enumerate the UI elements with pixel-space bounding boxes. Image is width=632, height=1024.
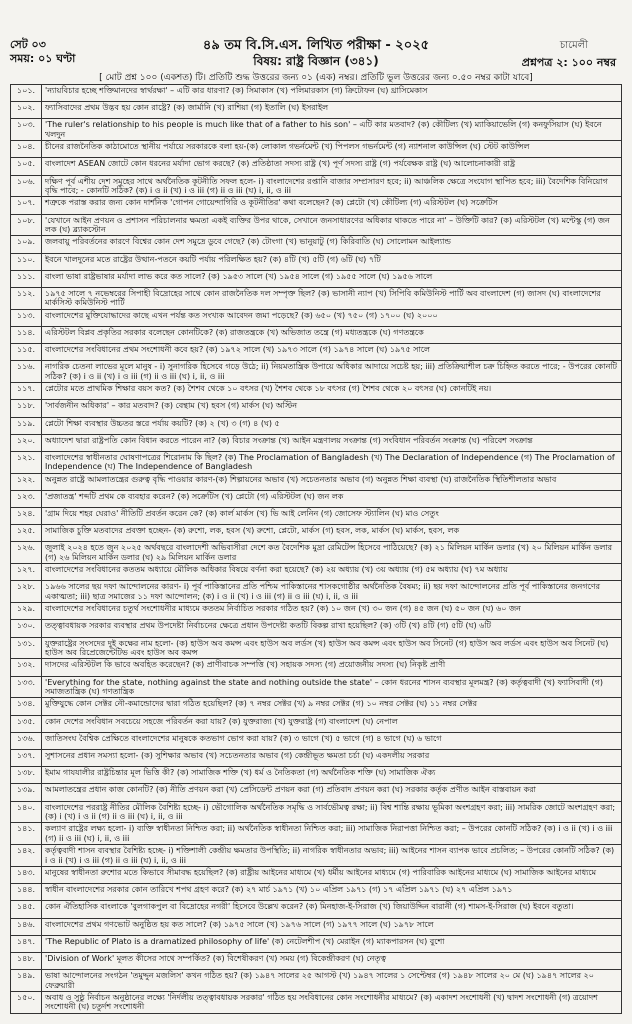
question-number: ১২৮. <box>11 581 42 603</box>
exam-subject: বিষয়: রাষ্ট্র বিজ্ঞান (৩৪১) <box>253 54 379 68</box>
question-row <box>11 102 622 119</box>
question-number: ১৪০. <box>11 801 42 823</box>
question-row <box>11 236 622 253</box>
question-text: শত্রুকে পরাস্ত করার জন্য কোন দার্শনিক 'গোপন গোয়েন্দাগিরি ও কূটনীতির' কথা বলেছেন? (ক) প্লেটো (খ) কৌটিল্য (গ) এরিস্টটল (ঘ) সক্রেটিস <box>42 197 622 214</box>
question-row <box>11 823 622 845</box>
question-text: জলবায়ু পরিবর্তনের কারণে বিশ্বের কোন দেশ সমুদ্রে ডুবে গেছে? (ক) টোংগা (খ) ভানুয়াটু (গ) কিরিবাতি (ঘ) সোলোমন আইল্যান্ড <box>42 236 622 253</box>
question-number: ১৩০. <box>11 620 42 637</box>
question-number: ১০৩. <box>11 119 42 141</box>
question-row <box>11 287 622 309</box>
question-number: ১১৮. <box>11 400 42 417</box>
question-row <box>11 400 622 417</box>
question-number: ১৪৭. <box>11 935 42 952</box>
question-number: ১১৯. <box>11 417 42 434</box>
question-row <box>11 542 622 564</box>
question-number: ১০৮. <box>11 214 42 236</box>
question-text: কল্যাণ রাষ্ট্রের লক্ষ্য হলো- i) ব্যক্তি স্বাধীনতা নিশ্চিত করা; ii) অর্থনৈতিক স্বাধীনতা নিশ্চিত করা; iii) সামাজিক নিরাপত্তা নিশ্চিত করা; – উপরের কোনটি সঠিক? (ক) i ও ii (খ) i ও iii (গ) ii ও iii (ঘ) i, ii, ও iii <box>42 823 622 845</box>
question-number: ১৪৯. <box>11 970 42 992</box>
set-number: সেট ০৩ <box>10 38 46 51</box>
question-row <box>11 175 622 197</box>
question-text: মানুষের স্বাধীনতা রুশোর মতে কিভাবে সীমাবদ্ধ হয়েছিল? (ক) রাষ্ট্রীয় আইনের মাধ্যমে (খ) ধর্মীয় আইনের মাধ্যমে (গ) পারিবারিক আইনের মাধ্যমে (ঘ) সামাজিক আইনের মাধ্যমে <box>42 867 622 884</box>
question-text: বাংলাদেশের মুক্তিযোদ্ধাদের কাছে এখন পর্যন্ত কত সংখ্যক আবেদন জমা পড়েছে? (ক) ৬৫০ (খ) ৭৫০ (গ) ১৭০০ (ঘ) ২০০০ <box>42 309 622 326</box>
question-text: মুক্তিযুদ্ধে কোন সেক্টর নৌ-কমান্ডোদের দ্বারা গঠিত হয়েছিল? (ক) ৭ নম্বর সেক্টর (খ) ৯ নম্বর সেক্টর (গ) ১০ নম্বর সেক্টর (ঘ) ১১ নম্বর সেক্টর <box>42 698 622 715</box>
question-text: কোন দেশের সংবিধান সবচেয়ে সহজে পরিবর্তন করা যায়? (ক) যুক্তরাজ্য (খ) যুক্তরাষ্ট্র (গ) বাংলাদেশ (ঘ) নেপাল <box>42 715 622 732</box>
question-number: ১০৬. <box>11 175 42 197</box>
question-row <box>11 214 622 236</box>
instructions-note: [ মোট প্রশ্ন ১০০ (একশত) টি। প্রতিটি শুদ্ধ উত্তরের জন্য ০১ (এক) নম্বর। প্রতিটি ভুল উত্তরের জন্য ০.৫০ নম্বর কাটা যাবে] <box>99 73 533 83</box>
question-number: ১৩৬. <box>11 732 42 749</box>
question-row <box>11 508 622 525</box>
question-row <box>11 659 622 676</box>
question-number: ১২৫. <box>11 525 42 542</box>
exam-title: ৪৯ তম বি.সি.এস. লিখিত পরীক্ষা - ২০২৫ <box>202 38 430 53</box>
question-number: ১৩৪. <box>11 698 42 715</box>
question-number: ১৪৮. <box>11 952 42 969</box>
question-number: ১২৬. <box>11 542 42 564</box>
question-row <box>11 801 622 823</box>
question-row <box>11 676 622 698</box>
question-text: দক্ষিণ পূর্ব এশীয় দেশ সমূহের সাথে অর্থনৈতিক কূটনীতি সফল হলে- i) বাংলাদেশের রপ্তানি বাজার সম্প্রসারণ হবে; ii) আঞ্চলিক ক্ষেত্রে সংযোগ স্থাপিত হবে; iii) বৈদেশিক বিনিয়োগ বৃদ্ধি পাবে; - কোনটি সঠিক? (ক) i ও ii (খ) i ও iii (গ) ii ও iii (ঘ) i, ii, ও iii <box>42 175 622 197</box>
question-number: ১১৩. <box>11 309 42 326</box>
question-text: 'সার্বজনীন অধিকার' – কার মতবাদ? (ক) বেন্থাম (খ) হবস (গ) মার্কস (ঘ) অস্টিন <box>42 400 622 417</box>
question-number: ১৪২. <box>11 845 42 867</box>
question-text: জুলাই ২০২৪ হতে জুন ২০২৫ অর্থবছরে বাংলাদেশী অভিবাসীরা দেশে কত বৈদেশিক মুদ্রা রেমিটেন্স হিসেবে পাঠিয়েছে? (ক) ২১ মিলিয়ন মার্কিন ডলার (খ) ২০ মিলিয়ন মার্কিন ডলার (গ) ২৬ মিলিয়ন মার্কিন ডলার (ঘ) ২৯ মিলিয়ন মার্কিন ডলার <box>42 542 622 564</box>
question-row <box>11 767 622 784</box>
question-text: ১৯৬৬ সালের ছয় দফা আন্দোলনের কারণ- i) পূর্ব পাকিস্তানের প্রতি পশ্চিম পাকিস্তানের শাসকগোষ্ঠীর অর্থনৈতিক বৈষম্য; ii) ছয় দফা আন্দোলনের প্রতি পূর্ব পাকিস্তানের জনগণের একাত্মতা; iii) ছাত্র সমাজের ১১ দফা আন্দোলন; (ক) i ও ii (খ) i ও iii (গ) ii ও iii (ঘ) i, ii, ও iii <box>42 581 622 603</box>
question-text: বাংলা ভাষা রাষ্ট্রভাষার মর্যাদা লাভ করে কত সালে? (ক) ১৯৫৩ সালে (খ) ১৯৫৪ সালে (গ) ১৯৫৫ সালে (ঘ) ১৯৫৬ সালে <box>42 270 622 287</box>
question-text: যুক্তরাষ্ট্রের সংসদের দুই কক্ষের নাম হলো- (ক) হাউস অব কমন্স এবং হাউস অব লর্ডস (খ) হাউস অব কমন্স এবং হাউস অব সিনেট (গ) হাউস অব লর্ডস এবং হাউস অব সিনেট (ঘ) হাউস অব রিপ্রেজেন্টেটিভ এবং হাউস অব কমন্স <box>42 637 622 659</box>
question-text: ইবনে খালদুনের মতে রাষ্ট্রের উত্থান-পতনে কয়টি পর্যায় পরিলক্ষিত হয়? (ক) ৪টি (খ) ৫টি (গ) ৬টি (ঘ) ৭টি <box>42 253 622 270</box>
question-number: ১২৯. <box>11 603 42 620</box>
question-row <box>11 141 622 158</box>
question-number: ১৩৩. <box>11 676 42 698</box>
question-row <box>11 326 622 343</box>
question-row <box>11 715 622 732</box>
question-number: ১৪১. <box>11 823 42 845</box>
question-number: ১১৫. <box>11 344 42 361</box>
question-number: ১২৪. <box>11 508 42 525</box>
question-row <box>11 85 622 102</box>
question-row <box>11 344 622 361</box>
question-number: ১৪৫. <box>11 901 42 918</box>
question-row <box>11 750 622 767</box>
question-row <box>11 918 622 935</box>
question-number: ১০৪. <box>11 141 42 158</box>
question-number: ১৫০. <box>11 991 42 1013</box>
question-row <box>11 490 622 507</box>
question-text: 'প্রজাতন্ত্র' শব্দটি প্রথম কে ব্যবহার করেন? (ক) সক্রেটিস (খ) প্লেটো (গ) এরিস্টটল (ঘ) জন লক <box>42 490 622 507</box>
question-text: সামাজিক চুক্তি মতবাদের প্রবক্তা হচ্ছেন- (ক) রুশো, লক, হবস (খ) রুশো, প্লেটো, মার্কস (গ) হবস, লক, মার্কস (ঘ) মার্কস, হবস, লক <box>42 525 622 542</box>
exam-time: সময়: ০১ ঘণ্টা <box>10 52 76 65</box>
question-number: ১১০. <box>11 253 42 270</box>
question-text: প্লেটোর মতে প্রাথমিক শিক্ষার বয়স কত? (ক) শৈশব থেকে ১০ বৎসর (খ) শৈশব থেকে ১৮ বৎসর (গ) শৈশব থেকে ২০ বৎসর (ঘ) কোনটিই নয়। <box>42 383 622 400</box>
question-number: ১১২. <box>11 287 42 309</box>
question-text: বাংলাদেশের সংবিধানের চতুর্থ সংশোধনীর মাধ্যমে কততম নির্বাচিত সরকার গঠিত হয়? (ক) ১০ জন (খ) ৩০ জন (গ) ৪৫ জন (ঘ) ৫০ জন (ঘ) ৬০ জন <box>42 603 622 620</box>
question-row <box>11 451 622 473</box>
question-table <box>10 84 622 1014</box>
question-number: ১১৪. <box>11 326 42 343</box>
question-text: বাংলাদেশের প্রথম গণভোট অনুষ্ঠিত হয় কত সালে? (ক) ১৯৭৫ সালে (খ) ১৯৭৬ সালে (গ) ১৯৭৭ সালে (ঘ) ১৯৭৮ সালে <box>42 918 622 935</box>
question-text: বাংলাদেশের সংবিধানের কততম অধ্যায়ে মৌলিক অধিকার বিষয়ে বর্ণনা করা হয়েছে? (ক) ২য় অধ্যায় (খ) ৩য় অধ্যায় (গ) ৫ম অধ্যায় (ঘ) ৭ম অধ্যায় <box>42 564 622 581</box>
question-number: ১৪৩. <box>11 867 42 884</box>
question-row <box>11 119 622 141</box>
question-row <box>11 361 622 383</box>
question-number: ১১৬. <box>11 361 42 383</box>
question-row <box>11 270 622 287</box>
question-number: ১২৭. <box>11 564 42 581</box>
question-text: ভাষা আন্দোলনের সংগঠন 'তমুদ্দুন মজলিস' কখন গঠিত হয়? (ক) ১৯৪৭ সালের ২৫ আগস্ট (খ) ১৯৪৭ সালের ১ সেপ্টেম্বর (গ) ১৯৪৮ সালের ২০ মে (ঘ) ১৯৪৭ সালের ২০ ফেব্রুয়ারী <box>42 970 622 992</box>
question-text: প্লেটো শিক্ষা ব্যবস্থার উচ্চতর স্তরে পর্যায় কয়টি? (ক) ২ (খ) ৩ (গ) ৪ (ঘ) ৫ <box>42 417 622 434</box>
question-text: দাসদের এরিস্টটল কি ভাবে অবহিত করেছেন? (ক) প্রাণীবাচক সম্পত্তি (খ) সহায়ক সদস্য (গ) প্রয়োজনীয় সদস্য (ঘ) নিকৃষ্ট প্রাণী <box>42 659 622 676</box>
question-text: 'Division of Work' মূলত কীসের সাথে সম্পর্কিত? (ক) বিশেষীকরণ (খ) সময় (গ) বিকেন্দ্রীকরণ (ঘ) নেতৃত্ব <box>42 952 622 969</box>
question-text: ইমাম গাযযালীর রাষ্ট্রচিন্তার মূল ভিত্তি কী? (ক) সামাজিক শক্তি (খ) ধর্ম ও নৈতিকতা (গ) অর্থনৈতিক শক্তি (ঘ) সামাজিক ঐক্য <box>42 767 622 784</box>
question-number: ১২৩. <box>11 490 42 507</box>
question-row <box>11 564 622 581</box>
question-text: অনুন্নত রাষ্ট্রে আমলাতন্ত্রের গুরুত্ব বৃদ্ধি পাওয়ার কারণ-(ক) শিল্পায়নের অভাব (খ) সচেতনতার অভাব (গ) অনুন্নত শিক্ষা ব্যবস্থা (ঘ) রাজনৈতিক স্থিতিশীলতার অভাব <box>42 473 622 490</box>
question-number: ১৪৬. <box>11 918 42 935</box>
question-text: 'ন্যায়বিচার হচ্ছে শক্তিমানদের স্বার্থরক্ষা' – এটি কার ধারণা? (ক) সিমাকাস (খ) পলিমারকাস (গ) ক্রিটোফন (ঘ) থ্রাসিমেকাস <box>42 85 622 102</box>
question-row <box>11 197 622 214</box>
question-text: বাংলাদেশের স্বাধীনতার ঘোষণাপত্রের শিরোনাম কি ছিল? (ক) The Proclamation of Bangladesh (খ) The Declaration of Independence (গ) The Proclamation of Independence (ঘ) The Independence of Bangladesh <box>42 451 622 473</box>
question-number: ১২০. <box>11 434 42 451</box>
question-row <box>11 581 622 603</box>
question-text: চীনের রাজনৈতিক কাঠামোতে স্থানীয় পর্যায়ে সরকারকে বলা হয়-(ক) লোকাল গভর্নমেন্ট (খ) পিপলস গভর্নমেন্ট (গ) ন্যাশনাল কাউন্সিল (ঘ) স্টেট কাউন্সিল <box>42 141 622 158</box>
question-text: অবাধ ও সুষ্ঠু নির্বাচন অনুষ্ঠানের লক্ষ্যে 'নির্দলীয় তত্ত্বাবধায়ক সরকার' গঠিত হয় সংবিধানের কোন সংশোধনীর মাধ্যমে? (ক) একাদশ সংশোধনী (খ) দ্বাদশ সংশোধনী (গ) ত্রয়োদশ সংশোধনী (ঘ) চতুর্দশ সংশোধনী <box>42 991 622 1013</box>
question-row <box>11 620 622 637</box>
question-number: ১০৯. <box>11 236 42 253</box>
question-text: 'গ্রাম দিয়ে শহর ঘেরাও' নীতিটি প্রবর্তন করেন কে? (ক) কার্ল মার্কস (খ) ভি আই লেনিন (গ) জোসেফ স্ট্যালিন (ঘ) মাও সেতুং <box>42 508 622 525</box>
question-row <box>11 525 622 542</box>
question-number: ১২২. <box>11 473 42 490</box>
question-row <box>11 309 622 326</box>
question-row <box>11 383 622 400</box>
question-text: ১৯৭৫ সালে ৭ নভেম্বরের সিপাহী বিদ্রোহের সাথে কোন রাজনৈতিক দল সম্পৃক্ত ছিল? (ক) ভাসানী ন্যাপ (খ) সিপিবি কমিউনিস্ট পার্টি অব বাংলাদেশ (গ) জাসদ (ঘ) বাংলাদেশের মার্কসিস্ট কমিউনিস্ট পার্টি <box>42 287 622 309</box>
question-number: ১০১. <box>11 85 42 102</box>
question-text: স্বাধীন বাংলাদেশের সরকার কোন তারিখে শপথ গ্রহণ করে? (ক) ২৭ মার্চ ১৯৭১ (খ) ১০ এপ্রিল ১৯৭১ (গ) ১৭ এপ্রিল ১৯৭১ (ঘ) ২৭ এপ্রিল ১৯৭১ <box>42 884 622 901</box>
question-text: সুশাসনের প্রধান সমস্যা হলো- (ক) সুশিক্ষার অভাব (খ) সচেতনতার অভাব (গ) কেন্দ্রীভূত ক্ষমতা চর্চা (ঘ) একদলীয় সরকার <box>42 750 622 767</box>
question-row <box>11 158 622 175</box>
question-text: 'যেখানে আইন প্রণয়ন ও প্রশাসন পরিচালনার ক্ষমতা একই ব্যক্তির উপর থাকে, সেখানে জনসাধারণের অধিকার থাকতে পারে না' – উক্তিটি কার? (ক) এরিস্টটল (খ) মন্টেস্কু (গ) জন লক (ঘ) ব্ল্যাকস্টোন <box>42 214 622 236</box>
question-text: ফ্যাসিবাদের প্রথম উদ্ভব হয় কোন রাষ্ট্রে? (ক) জার্মানি (খ) রাশিয়া (গ) ইতালি (ঘ) ইসরাইল <box>42 102 622 119</box>
question-text: বাংলাদেশের সংবিধানের প্রথম সংশোধনী কবে হয়? (ক) ১৯৭২ সালে (খ) ১৯৭৩ সালে (গ) ১৯৭৪ সালে (ঘ) ১৯৭৫ সালে <box>42 344 622 361</box>
question-row <box>11 970 622 992</box>
question-number: ১০৫. <box>11 158 42 175</box>
question-text: জাতিসংঘ বৈশ্বিক প্রেক্ষিতে বাংলাদেশের মানুষকে কতভাগ ভোগ করা যায়? (ক) ৩ ভাগে (খ) ৫ ভাগে (গ) ৪ ভাগে (ঘ) ৬ ভাগে <box>42 732 622 749</box>
question-list <box>11 85 622 1014</box>
question-row <box>11 784 622 801</box>
question-number: ১১১. <box>11 270 42 287</box>
question-number: ১৩৮. <box>11 767 42 784</box>
question-row <box>11 845 622 867</box>
question-number: ১০২. <box>11 102 42 119</box>
question-number: ১৪৪. <box>11 884 42 901</box>
question-row <box>11 732 622 749</box>
question-number: ১৩২. <box>11 659 42 676</box>
question-row <box>11 952 622 969</box>
question-text: আমলাতন্ত্রের প্রধান কাজ কোনটি? (ক) নীতি প্রণয়ন করা (খ) প্রেসিডেন্ট প্রণয়ন করা (গ) প্রতিবাদ প্রণয়ন করা (ঘ) সরকার কর্তৃক প্রণীত আইন বাস্তবায়ন করা <box>42 784 622 801</box>
total-marks: প্রশ্নপত্র ২: ১০০ নম্বর <box>521 56 616 69</box>
question-row <box>11 417 622 434</box>
question-row <box>11 637 622 659</box>
question-row <box>11 698 622 715</box>
question-row <box>11 253 622 270</box>
question-row <box>11 935 622 952</box>
exam-header <box>0 0 632 96</box>
question-text: তত্ত্বাবধায়ক সরকার ব্যবস্থার প্রথম উপদেষ্টা নির্বাচনের ক্ষেত্রে প্রধান উপদেষ্টা কতটি বিকল্প রাখা হয়েছিল? (ক) ৩টি (খ) ৪টি (গ) ৫টি (ঘ) ৬টি <box>42 620 622 637</box>
question-text: 'The Republic of Plato is a dramatized philosophy of life' (ক) নেটেলশীপ (খ) মেরাইন (গ) ম্যাকপারসন (ঘ) বুশো <box>42 935 622 952</box>
question-text: নাগরিক চেতনা লাভের মূলে মানুষ - i) সুনাগরিক হিসেবে গড়ে উঠে; ii) নিয়মতান্ত্রিক উপায়ে অধিকার আদায়ে সচেষ্ট হয়; iii) প্রতিক্রিয়াশীল চক্র চিহ্নিত করতে পারে; - উপরের কোনটি সঠিক? (ক) i ও ii (খ) i ও iii (গ) ii ও iii (ঘ) i, ii, ও iii <box>42 361 622 383</box>
question-number: ১৩৫. <box>11 715 42 732</box>
question-text: এরিস্টটল বিপ্লব প্রকৃতির সরকার বলেছেন কোনটিকে? (ক) রাজতন্ত্রকে (খ) অভিজাত তন্ত্রে (গ) মধ্যতন্ত্রকে (ঘ) গণতন্ত্রকে <box>42 326 622 343</box>
question-row <box>11 473 622 490</box>
question-row <box>11 991 622 1013</box>
question-row <box>11 603 622 620</box>
question-text: বাংলাদেশের পররাষ্ট্র নীতির মৌলিক বৈশিষ্ট্য হচ্ছে- i) ভৌগোলিক অর্থনৈতিক সমৃদ্ধি ও সার্বভৌমত্ব রক্ষা; ii) বিশ্ব শান্তি রক্ষায় ভূমিকা অংশগ্রহণ করা; iii) সামরিক জোটে অংশগ্রহণ করা; (ক) i (খ) i ও ii (গ) ii ও iii (ঘ) i, ii, ও iii <box>42 801 622 823</box>
question-number: ১২১. <box>11 451 42 473</box>
question-text: অধ্যাদেশ দ্বারা রাষ্ট্রপতি কোন বিধান করতে পারেন না? (ক) বিচার সংক্রান্ত (খ) আইন মন্ত্রণালয় সংক্রান্ত (গ) সংবিধান পরিবর্তন সংক্রান্ত (ঘ) পরিবেশ সংক্রান্ত <box>42 434 622 451</box>
question-row <box>11 884 622 901</box>
question-text: কোন ঐতিহাসিক বাংলাকে 'বুলগাকপুল বা বিদ্রোহের নগরী' হিসেবে উল্লেখ করেন? (ক) মিনহাজ-ই-সিরাজ (খ) জিয়াউদ্দিন বারানী (গ) শামস-ই-সিরাজ (ঘ) ইবনে বতুতা। <box>42 901 622 918</box>
question-text: বাংলাদেশ ASEAN জোটে কোন ধরনের মর্যাদা ভোগ করছে? (ক) প্রতিষ্ঠাতা সদস্য রাষ্ট্র (খ) পূর্ণ সদস্য রাষ্ট্র (গ) পর্যবেক্ষক রাষ্ট্র (ঘ) আলোচনাকারী রাষ্ট্র <box>42 158 622 175</box>
question-row <box>11 901 622 918</box>
question-text: কর্তৃত্ববাদী শাসন ব্যবস্থার বৈশিষ্ট্য হচ্ছে- i) শক্তিশালী কেন্দ্রীয় ক্ষমতার উপস্থিতি; ii) নাগরিক স্বাধীনতার অভাব; iii) আইনের শাসন ব্যাপক ভাবে প্রচলিত; – উপরের কোনটি সঠিক? (ক) i ও ii (খ) i ও iii (গ) ii ও iii (ঘ) i, ii, ও iii <box>42 845 622 867</box>
question-number: ১০৭. <box>11 197 42 214</box>
question-row <box>11 867 622 884</box>
question-text: 'The ruler's relationship to his people is much like that of a father to his son' – এটি কার মতবাদ? (ক) কৌটিল্য (খ) ম্যাকিয়াভেলি (গ) কনফুসিয়াস (ঘ) ইবনে খলদুন <box>42 119 622 141</box>
question-number: ১১৭. <box>11 383 42 400</box>
question-text: 'Everything for the state, nothing against the state and nothing outside the state' – কোন ধরনের শাসন ব্যবস্থার মূলমন্ত্র? (ক) কর্তৃত্ববাদী (খ) ফ্যাসিবাদী (গ) সমাজতান্ত্রিক (ঘ) গণতান্ত্রিক <box>42 676 622 698</box>
question-number: ১৩৯. <box>11 784 42 801</box>
question-number: ১৩৭. <box>11 750 42 767</box>
handwritten-stamp: চামেলী <box>559 40 588 51</box>
question-number: ১৩১. <box>11 637 42 659</box>
question-row <box>11 434 622 451</box>
